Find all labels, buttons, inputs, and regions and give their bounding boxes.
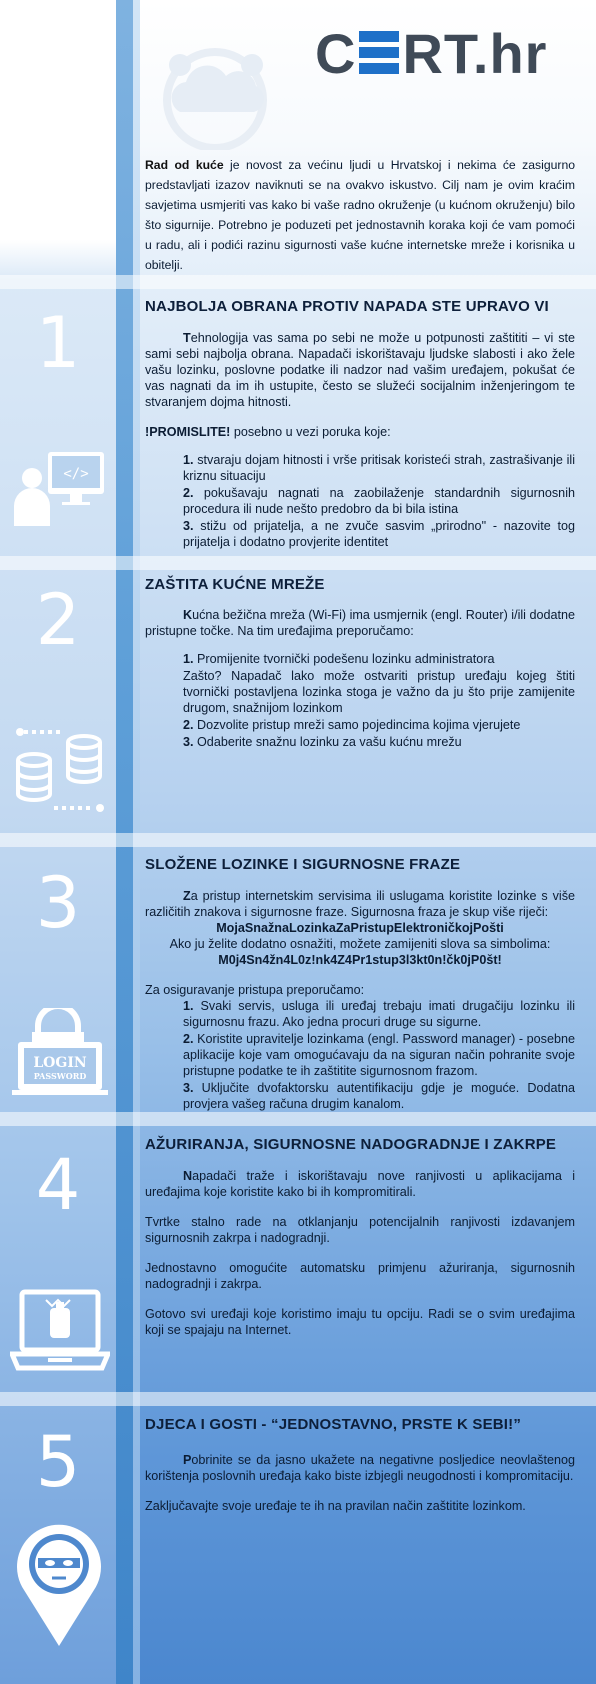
svg-text:</>: </> (63, 466, 89, 482)
section-body: Za pristup internetskim servisima ili uslugama koristite lozinke s više različitih znakova i sigurnosne fraze. Sigurnosna fraza je skup više riječi: MojaSnažnaLozinkaZaPristupElektroničkojPošti Ako ju želite dodatno osnažiti, možete zamijeniti slova sa simbolima: M0j4Sn4žn4L0z!nk4Z4Pr1stup3l3kt0n!čk0jP0št! Za osiguravanje pristupa preporučamo: 1. Svaki servis, usluga ili uređaj trebaju imati drugačiju lozinku ili sigurnosnu frazu. Ako jedna procuri druge su sigurne. 2. Koristite upravitelje lozinkama (engl. Password manager) - posebne aplikacije koje vam omogućavaju da na siguran način pohranite svoje pristupne podatke te ih zaštitite sigurnosnom frazom. 3. Uključite dvofaktorsku autentifikaciju gdje je moguće. Dodatna provjera vašeg računa drugim kanalom. (145, 889, 575, 1111)
section-number: 1 (35, 302, 81, 384)
phrase-example: MojaSnažnaLozinkaZaPristupElektroničkojPošti (216, 921, 504, 935)
section-title: ZAŠTITA KUĆNE MREŽE (145, 576, 325, 593)
code-monitor-icon (10, 448, 110, 533)
intro-paragraph: Rad od kuće je novost za većinu ljudi u Hrvatskoj i nekima će zasigurno predstavljati izazov naviknuti se na ovakvo iskustvo. Cilj nam je ovim kraćim savjetima usmjeriti vas kako bi vaše radno okruženje (u kućnom okruženju) bilo što sigurnije. Potrebno je poduzeti pet jednostavnih koraka koji će vam pomoći u radu, ali i podići razinu sigurnosti vaše kućne internetske mreže i korisnika u obitelji. (145, 158, 575, 272)
section-body: Pobrinite se da jasno ukažete na negativne posljedice neovlaštenog korištenja poslovnih uređaja kako biste izbjegli neugodnosti i kompromitaciju. Zaključavajte svoje uređaje te ih na pravilan način zaštitite lozinkom. (145, 1453, 575, 1513)
section-divider (0, 556, 596, 570)
section-number: 4 (35, 1144, 81, 1226)
section-number: 2 (35, 579, 81, 661)
login-laptop-icon (10, 1008, 110, 1101)
section-divider (0, 833, 596, 847)
section-divider (0, 1392, 596, 1406)
section-title: SLOŽENE LOZINKE I SIGURNOSNE FRAZE (145, 856, 461, 873)
section-divider (0, 1112, 596, 1126)
section-divider (0, 275, 596, 289)
section-title: NAJBOLJA OBRANA PROTIV NAPADA STE UPRAVO VI (145, 298, 549, 315)
database-network-icon (10, 728, 110, 821)
section-body: Tehnologija vas sama po sebi ne može u potpunosti zaštititi – vi ste sami sebi najbolja obrana. Napadači iskorištavaju ljudske slabosti i ako žele vašu lozinku, poslovne podatke ili nadzor nad vašim uređajem, pokušat će vas nagnati da im ih ustupite, često se služeći socijalnim inženjeringom te stvaranjem dojma hitnosti. !PROMISLITE! posebno u vezi poruka koje: 1. stvaraju dojam hitnosti i vrše pritisak koristeći strah, zastrašivanje ili kriznu situaciju 2. pokušavaju nagnati na zaobilaženje standardnih sigurnosnih procedura ili nude nešto predobro da bi bila istina 3. stižu od prijatelja, a ne zvuče sasvim „prirodno" - nazovite tog prijatelja i dodatno provjerite identitet (145, 331, 575, 549)
section-title: AŽURIRANJA, SIGURNOSNE NADOGRADNJE I ZAKRPE (145, 1136, 557, 1153)
hacker-laptop-icon (10, 1288, 110, 1379)
masked-intruder-pin-icon (14, 1518, 104, 1653)
cert-logo: C RT.hr (315, 21, 548, 85)
cloud-network-icon (140, 20, 290, 150)
section-body: Kućna bežična mreža (Wi-Fi) ima usmjernik (engl. Router) i/ili dodatne pristupne točke. Na tim uređajima preporučamo: 1. Promijenite tvornički podešenu lozinku administratora Zašto? Napadač lako može ostvariti pristup uređaju kojeg štiti tvornički postavljena lozinka stoga je važno da ju što prije zamijenite drugom, snažnijom lozinkom 2. Dozvolite pristup mreži samo pojedincima kojima vjerujete 3. Odaberite snažnu lozinku za vašu kućnu mrežu (145, 608, 575, 749)
section-title: DJECA I GOSTI - “JEDNOSTAVNO, PRSTE K SEBI!” (145, 1416, 522, 1433)
svg-text:PASSWORD: PASSWORD (33, 1071, 87, 1081)
section-number: 3 (35, 862, 81, 944)
section-number: 5 (35, 1421, 81, 1503)
svg-text:LOGIN: LOGIN (33, 1055, 87, 1071)
section-body: Napadači traže i iskorištavaju nove ranjivosti u aplikacijama i uređajima koje koristite kako bi ih kompromitirali. Tvrtke stalno rade na otklanjanju potencijalnih ranjivosti izdavanjem sigurnosnih zakrpa i nadogradnji. Jednostavno omogućite automatsku primjenu ažuriranja, sigurnosnih nadogradnji i zakrpa. Gotovo svi uređaji koje koristimo imaju tu opciju. Radi se o svim uređajima koji se spajaju na Internet. (145, 1169, 575, 1337)
logo-e-mark (359, 28, 399, 78)
phrase-example-strong: M0j4Sn4žn4L0z!nk4Z4Pr1stup3l3kt0n!čk0jP0št! (218, 953, 502, 967)
